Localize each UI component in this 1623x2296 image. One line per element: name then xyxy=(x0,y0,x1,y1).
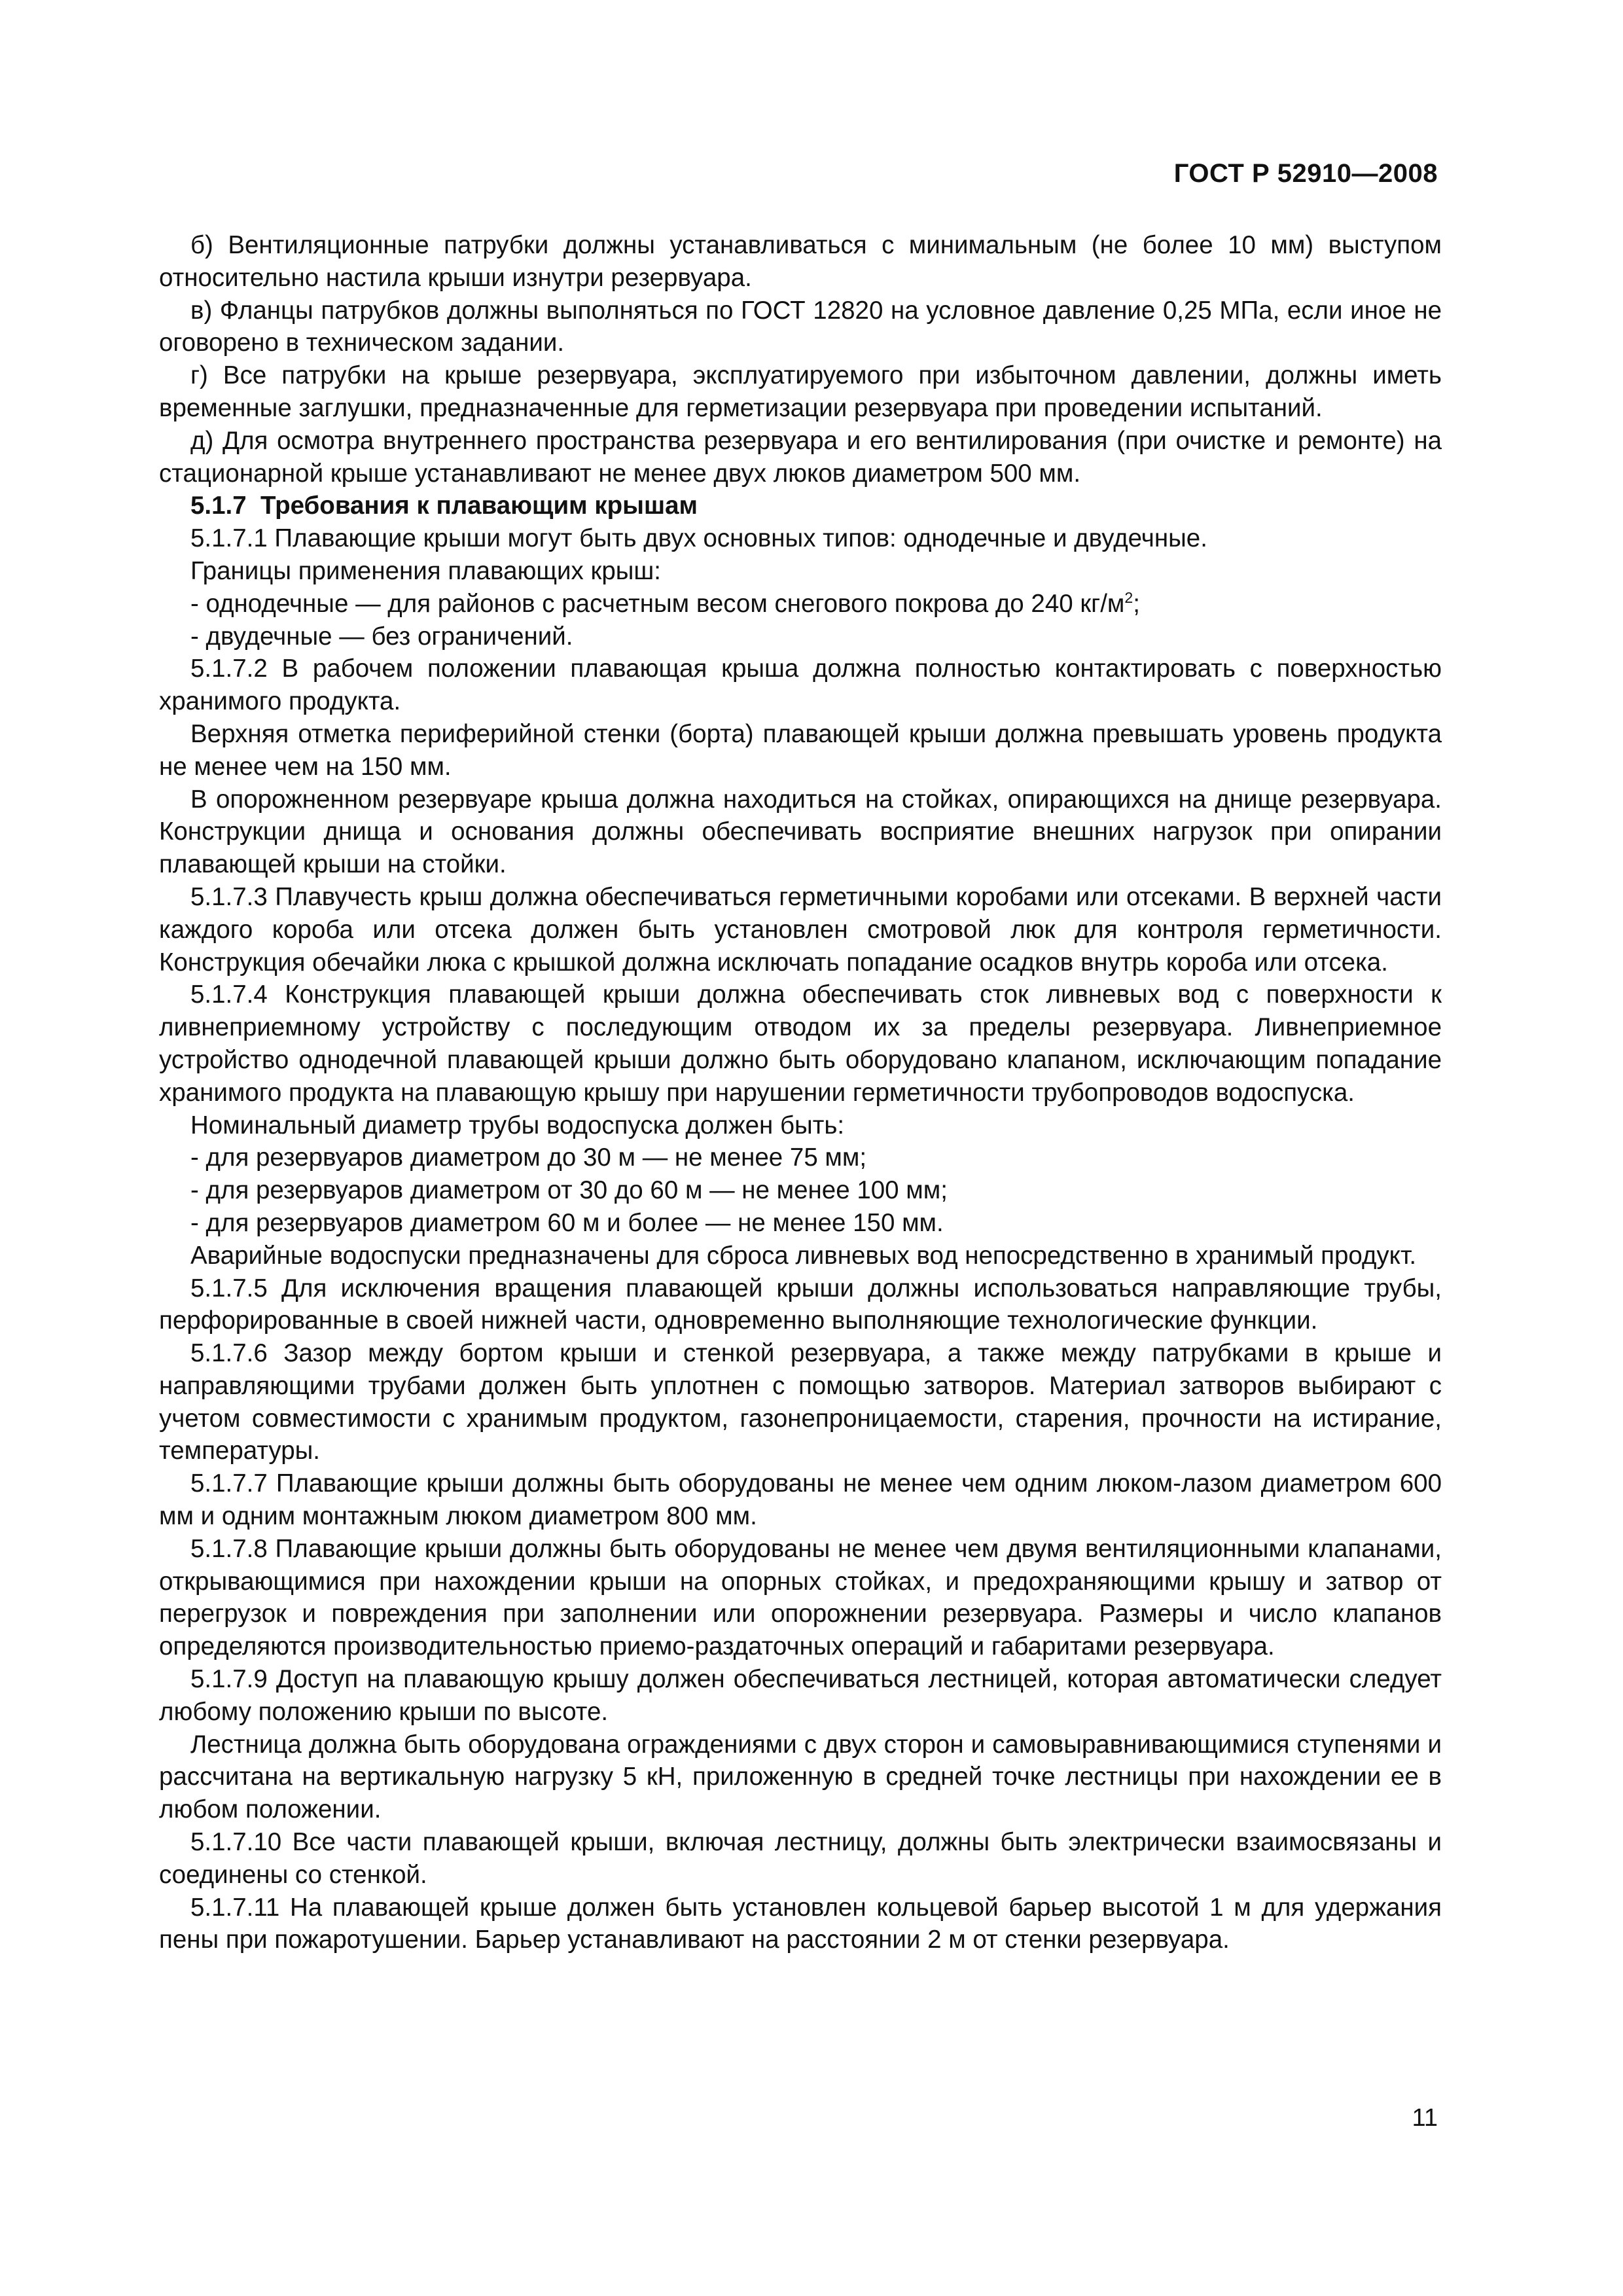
section-heading xyxy=(159,490,1442,522)
paragraph-g: г) Все патрубки на крыше резервуара, эксплуатируемого при избыточном давлении, должны иметь временные заглушки, предназначенные для герметизации резервуара при проведении испытаний. xyxy=(159,361,1442,422)
paragraph-v: в) Фланцы патрубков должны выполняться по ГОСТ 12820 на условное давление 0,25 МПа, если иное не оговорено в техническом задании. xyxy=(159,296,1442,357)
superscript-exponent: 2 xyxy=(1124,588,1133,606)
paragraph-b: б) Вентиляционные патрубки должны устанавливаться с минимальным (не более 10 мм) выступом относительно настила крыши изнутри резервуара. xyxy=(159,231,1442,292)
section-title: Требования к плавающим крышам xyxy=(260,492,698,520)
paragraph-roof-limits: Границы применения плавающих крыш: xyxy=(190,556,661,585)
paragraph-5-1-7-11: 5.1.7.11 На плавающей крыше должен быть установлен кольцевой барьер высотой 1 м для удержания пены при пожаротушении. Барьер устанавливают на расстоянии 2 м от стенки резервуара. xyxy=(159,1893,1442,1954)
paragraph-5-1-7-2: 5.1.7.2 В рабочем положении плавающая крыша должна полностью контактировать с поверхностью хранимого продукта. xyxy=(159,655,1442,716)
paragraph-upper-mark: Верхняя отметка периферийной стенки (борта) плавающей крыши должна превышать уровень продукта не менее чем на 150 мм. xyxy=(159,719,1442,781)
paragraph-5-1-7-3: 5.1.7.3 Плавучесть крыш должна обеспечиваться герметичными коробами или отсеками. В верхней части каждого короба или отсека должен быть установлен смотровой люк для контроля герметичности. Конструкция обечайки люка с крышкой должна исключать попадание осадков внутрь короба или отсека. xyxy=(159,882,1442,977)
list-item-diameter-30-60: - для резервуаров диаметром от 30 до 60 м — не менее 100 мм; xyxy=(190,1176,948,1205)
document-code-header: ГОСТ Р 52910—2008 xyxy=(1173,159,1438,188)
list-item-single-deck-end: ; xyxy=(1133,589,1140,618)
list-item-diameter-30: - для резервуаров диаметром до 30 м — не менее 75 мм; xyxy=(190,1143,867,1172)
paragraph-5-1-7-1: 5.1.7.1 Плавающие крыши могут быть двух основных типов: однодечные и двудечные. xyxy=(190,524,1207,553)
page-number: 11 xyxy=(1412,2104,1438,2132)
list-item-single-deck-text: - однодечные — для районов с расчетным весом снегового покрова до 240 кг/м xyxy=(190,589,1125,618)
paragraph-5-1-7-7: 5.1.7.7 Плавающие крыши должны быть оборудованы не менее чем одним люком-лазом диаметром 600 мм и одним монтажным люком диаметром 800 мм. xyxy=(159,1469,1442,1531)
paragraph-5-1-7-5: 5.1.7.5 Для исключения вращения плавающей крыши должны использоваться направляющие трубы, перфорированные в своей нижней части, одновременно выполняющие технологические функции. xyxy=(159,1274,1442,1335)
paragraph-5-1-7-8: 5.1.7.8 Плавающие крыши должны быть оборудованы не менее чем двумя вентиляционными клапанами, открывающимися при нахождении крыши на опорных стойках, и предохраняющими крышу и затвор от перегрузок и повреждения при заполнении или опорожнении резервуара. Размеры и число клапанов определяются производительностью приемо-раздаточных операций и габаритами резервуара. xyxy=(159,1534,1442,1661)
paragraph-5-1-7-6: 5.1.7.6 Зазор между бортом крыши и стенкой резервуара, а также между патрубками в крыше и направляющими трубами должен быть уплотнен с помощью затворов. Материал затворов выбирают с учетом совместимости с хранимым продуктом, газонепроницаемости, старения, прочности на истирание, температуры. xyxy=(159,1339,1442,1465)
paragraph-ladder: Лестница должна быть оборудована ограждениями с двух сторон и самовыравнивающимися ступенями и рассчитана на вертикальную нагрузку 5 кН, приложенную в средней точке лестницы при нахождении ее в любом положении. xyxy=(159,1730,1442,1824)
list-item-single-deck xyxy=(159,588,1442,620)
paragraph-5-1-7-10: 5.1.7.10 Все части плавающей крыши, включая лестницу, должны быть электрически взаимосвязаны и соединены со стенкой. xyxy=(159,1828,1442,1889)
list-item-double-deck: - двудечные — без ограничений. xyxy=(190,622,573,651)
paragraph-empty-tank: В опорожненном резервуаре крыша должна находиться на стойках, опирающихся на днище резервуара. Конструкции днища и основания должны обеспечивать восприятие внешних нагрузок при опирании плавающей крыши на стойки. xyxy=(159,785,1442,879)
document-body xyxy=(159,229,1442,1956)
paragraph-5-1-7-9: 5.1.7.9 Доступ на плавающую крышу должен обеспечиваться лестницей, которая автоматически следует любому положению крыши по высоте. xyxy=(159,1665,1442,1726)
paragraph-drain-diameter: Номинальный диаметр трубы водоспуска должен быть: xyxy=(190,1111,845,1139)
paragraph-d: д) Для осмотра внутреннего пространства резервуара и его вентилирования (при очистке и ремонте) на стационарной крыше устанавливают не менее двух люков диаметром 500 мм. xyxy=(159,426,1442,488)
paragraph-5-1-7-4: 5.1.7.4 Конструкция плавающей крыши должна обеспечивать сток ливневых вод с поверхности к ливнеприемному устройству с последующим отводом их за пределы резервуара. Ливнеприемное устройство однодечной плавающей крыши должно быть оборудовано клапаном, исключающим попадание хранимого продукта на плавающую крышу при нарушении герметичности трубопроводов водоспуска. xyxy=(159,980,1442,1107)
paragraph-emergency-drains: Аварийные водоспуски предназначены для сброса ливневых вод непосредственно в хранимый продукт. xyxy=(190,1241,1417,1270)
list-item-diameter-60: - для резервуаров диаметром 60 м и более — не менее 150 мм. xyxy=(190,1208,944,1237)
section-number: 5.1.7 xyxy=(190,492,247,520)
